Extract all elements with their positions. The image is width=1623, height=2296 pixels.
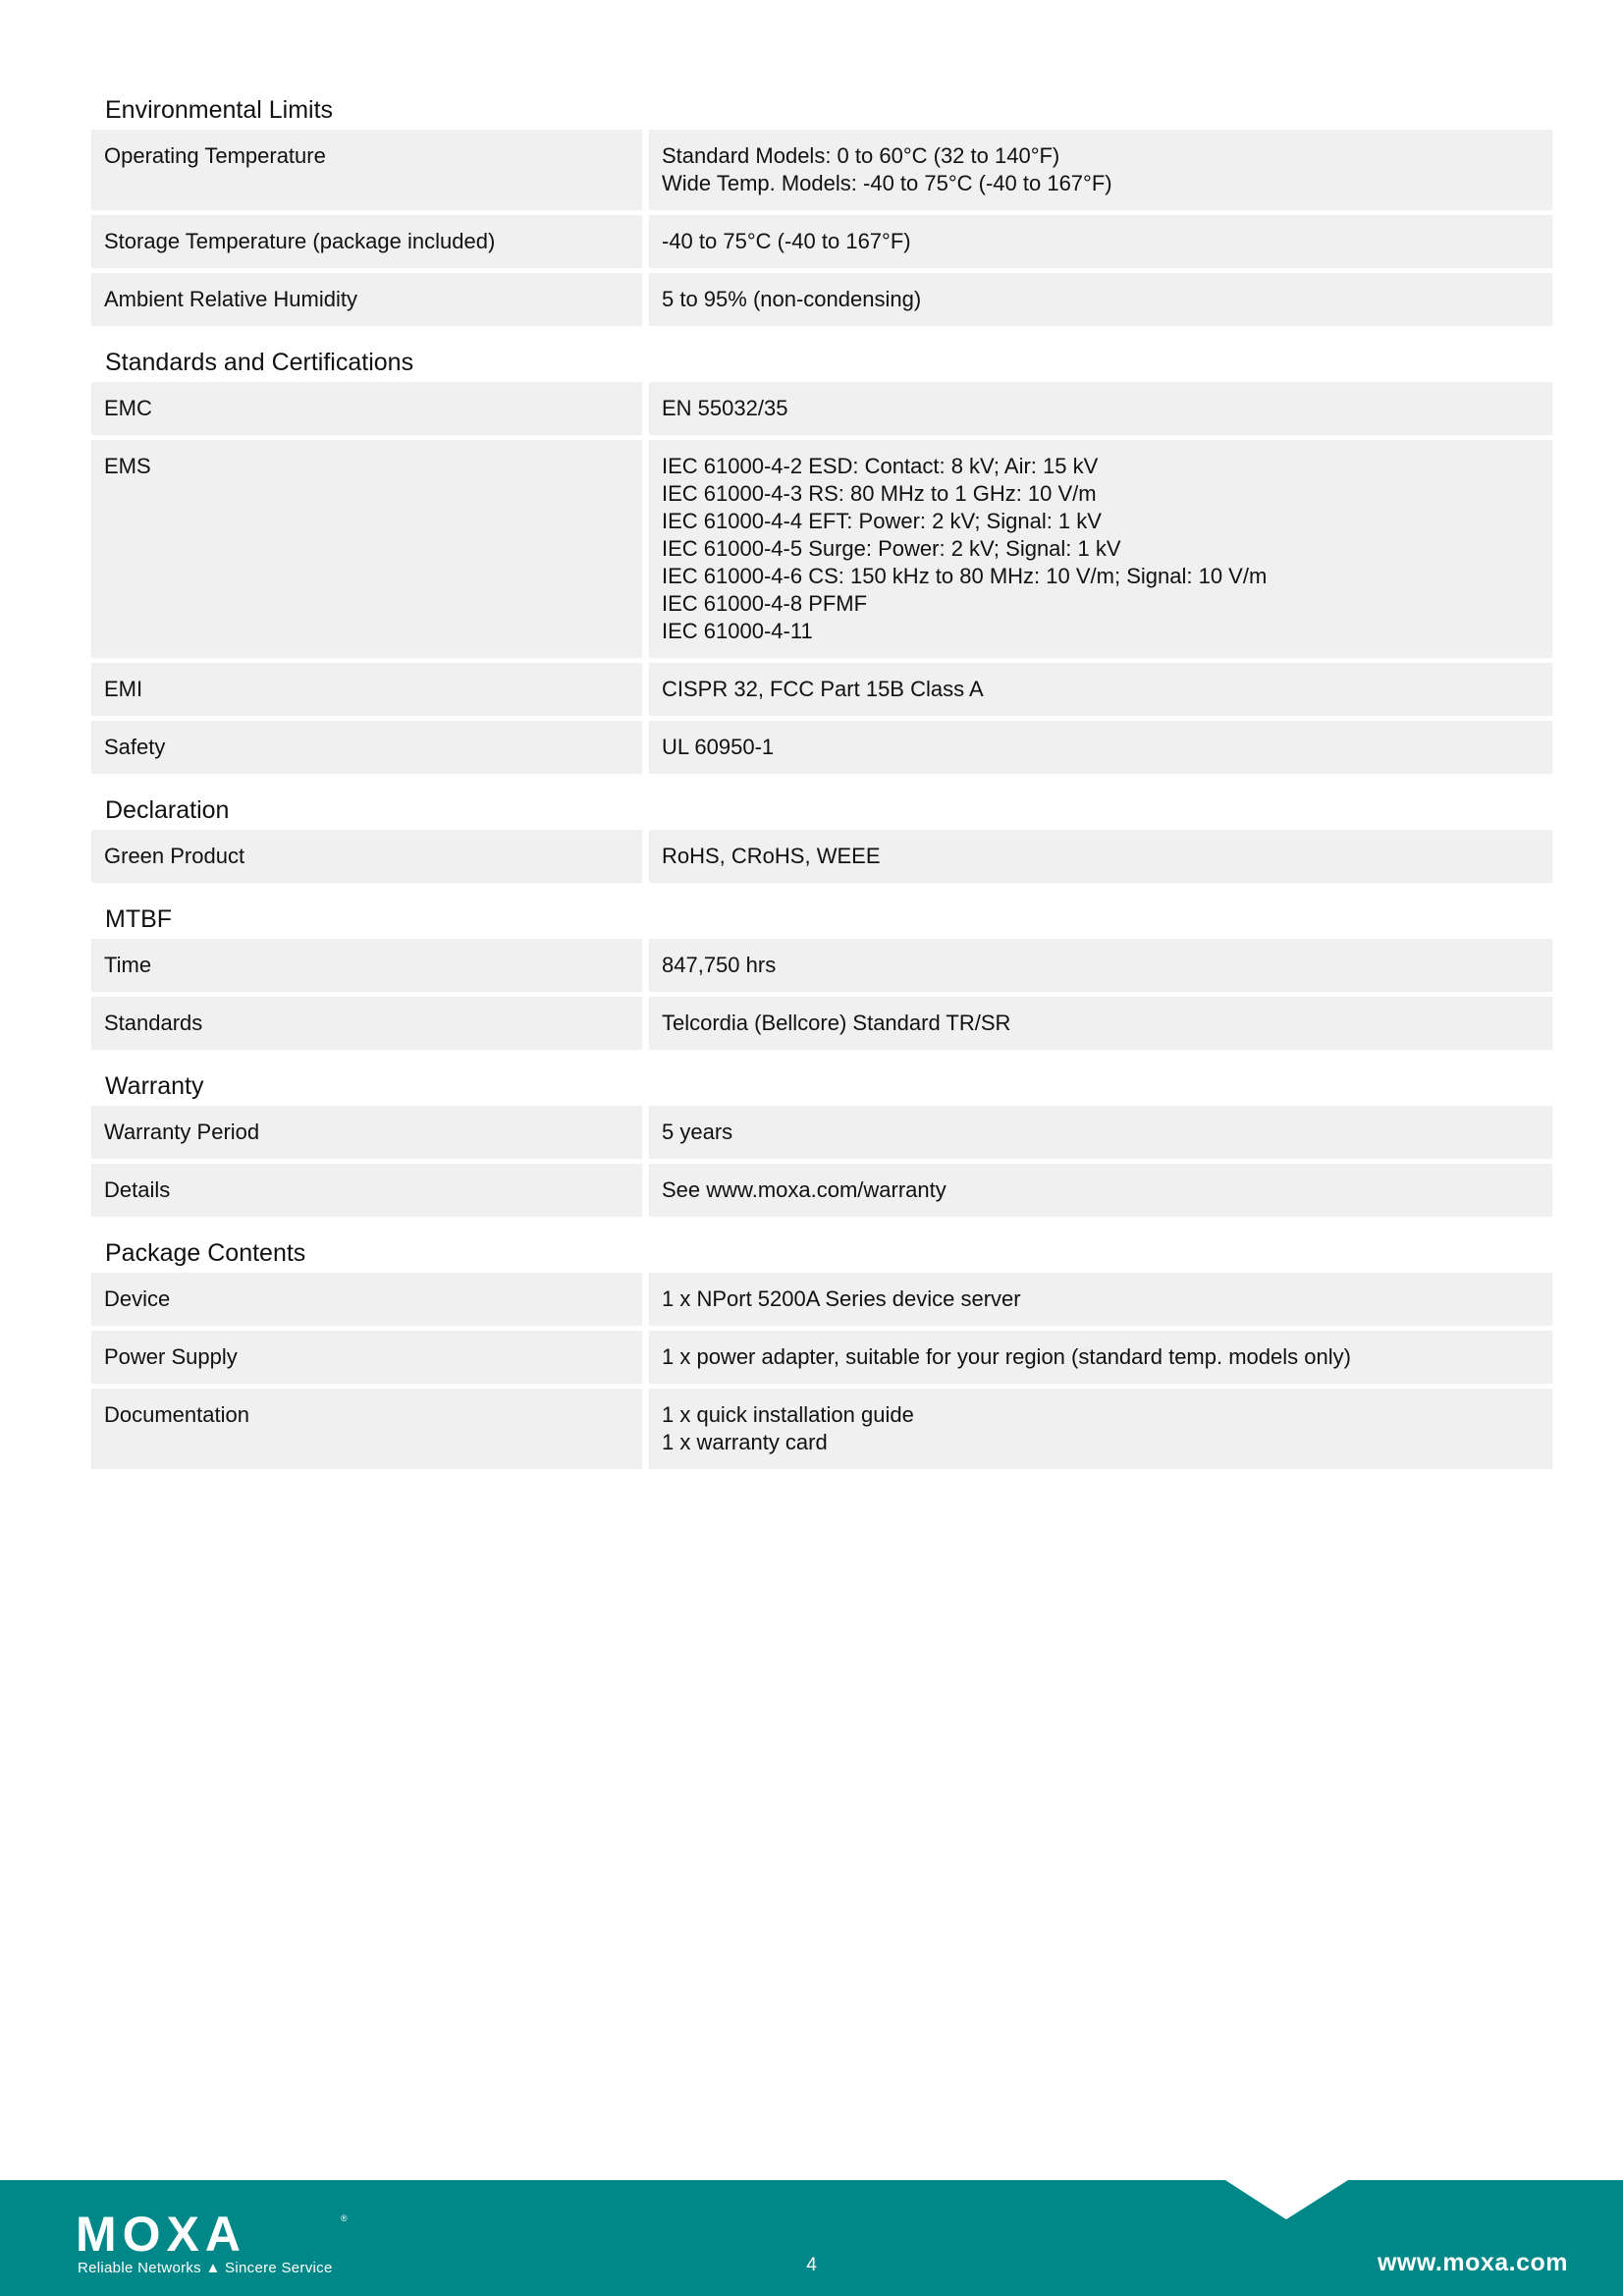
spec-label: Details (91, 1164, 642, 1216)
spec-value (649, 1389, 1552, 1468)
logo-tagline: Reliable Networks ▲ Sincere Service (78, 2260, 333, 2276)
spec-tables (91, 90, 1552, 1474)
spec-label: EMS (91, 440, 642, 657)
spec-row (91, 939, 1552, 991)
spec-label: EMC (91, 382, 642, 434)
spec-row (91, 382, 1552, 434)
spec-row (91, 1164, 1552, 1216)
spec-section (91, 1066, 1552, 1216)
spec-row (91, 1331, 1552, 1383)
page-number: 4 (806, 2255, 817, 2275)
spec-row (91, 663, 1552, 715)
spec-section (91, 90, 1552, 325)
spec-value-line: IEC 61000-4-5 Surge: Power: 2 kV; Signal: 1 kV (662, 536, 1121, 561)
spec-label: Device (91, 1273, 642, 1325)
spec-value (649, 273, 1552, 325)
spec-row (91, 830, 1552, 882)
spec-value-line: Wide Temp. Models: -40 to 75°C (-40 to 167°F) (662, 171, 1112, 195)
spec-value-line: See www.moxa.com/warranty (662, 1177, 947, 1202)
spec-value (649, 1164, 1552, 1216)
spec-value-line: 1 x warranty card (662, 1430, 828, 1454)
spec-label: Green Product (91, 830, 642, 882)
spec-value (649, 1106, 1552, 1158)
spec-value (649, 721, 1552, 773)
spec-section (91, 343, 1552, 773)
spec-value-line: Telcordia (Bellcore) Standard TR/SR (662, 1011, 1011, 1035)
spec-label: Storage Temperature (package included) (91, 215, 642, 267)
spec-row (91, 1273, 1552, 1325)
spec-value (649, 997, 1552, 1049)
spec-row (91, 997, 1552, 1049)
spec-label: Power Supply (91, 1331, 642, 1383)
spec-value-line: IEC 61000-4-3 RS: 80 MHz to 1 GHz: 10 V/m (662, 481, 1097, 506)
spec-row (91, 721, 1552, 773)
spec-value-line: 1 x power adapter, suitable for your region (standard temp. models only) (662, 1344, 1351, 1369)
section-title: Package Contents (105, 1239, 306, 1267)
spec-label: Warranty Period (91, 1106, 642, 1158)
spec-label: Safety (91, 721, 642, 773)
spec-section (91, 791, 1552, 882)
spec-value-line: -40 to 75°C (-40 to 167°F) (662, 229, 911, 253)
footer-website-link[interactable]: www.moxa.com (1377, 2249, 1568, 2276)
spec-row (91, 273, 1552, 325)
spec-section (91, 900, 1552, 1049)
spec-label: Operating Temperature (91, 130, 642, 209)
spec-value (649, 382, 1552, 434)
spec-value-line: IEC 61000-4-6 CS: 150 kHz to 80 MHz: 10 V/m; Signal: 10 V/m (662, 564, 1268, 588)
section-title: Declaration (105, 796, 230, 824)
spec-value-line: 847,750 hrs (662, 953, 777, 977)
spec-value (649, 1273, 1552, 1325)
spec-label: Ambient Relative Humidity (91, 273, 642, 325)
section-title: Warranty (105, 1072, 204, 1100)
spec-label: Documentation (91, 1389, 642, 1468)
footer-notch-shape (1225, 2180, 1348, 2219)
spec-value-line: 5 years (662, 1120, 733, 1144)
section-title: Standards and Certifications (105, 349, 414, 376)
spec-value-line: 1 x quick installation guide (662, 1402, 914, 1427)
spec-value-line: UL 60950-1 (662, 735, 775, 759)
spec-value-line: RoHS, CRoHS, WEEE (662, 844, 881, 868)
spec-value-line: IEC 61000-4-8 PFMF (662, 591, 868, 616)
page-footer (0, 2180, 1623, 2296)
spec-label: Standards (91, 997, 642, 1049)
spec-value (649, 939, 1552, 991)
spec-value (649, 215, 1552, 267)
spec-row (91, 215, 1552, 267)
moxa-logo-text: MOXA (76, 2210, 246, 2261)
spec-label: Time (91, 939, 642, 991)
spec-value (649, 663, 1552, 715)
spec-section (91, 1233, 1552, 1468)
svg-text:®: ® (341, 2214, 348, 2223)
section-title: MTBF (105, 905, 173, 933)
spec-value-line: 1 x NPort 5200A Series device server (662, 1286, 1021, 1311)
spec-value (649, 130, 1552, 209)
spec-value (649, 830, 1552, 882)
spec-value-line: 5 to 95% (non-condensing) (662, 287, 922, 311)
spec-row (91, 1106, 1552, 1158)
spec-value-line: EN 55032/35 (662, 396, 788, 420)
spec-value-line: Standard Models: 0 to 60°C (32 to 140°F) (662, 143, 1060, 168)
spec-row (91, 1389, 1552, 1468)
spec-value-line: IEC 61000-4-11 (662, 619, 813, 643)
spec-row (91, 130, 1552, 209)
spec-value-line: IEC 61000-4-2 ESD: Contact: 8 kV; Air: 15 kV (662, 454, 1099, 478)
spec-value (649, 1331, 1552, 1383)
section-title: Environmental Limits (105, 96, 334, 124)
spec-label: EMI (91, 663, 642, 715)
spec-value (649, 440, 1552, 657)
spec-value-line: CISPR 32, FCC Part 15B Class A (662, 677, 984, 701)
moxa-logo (76, 2210, 351, 2261)
spec-row (91, 440, 1552, 657)
spec-value-line: IEC 61000-4-4 EFT: Power: 2 kV; Signal: 1 kV (662, 509, 1102, 533)
